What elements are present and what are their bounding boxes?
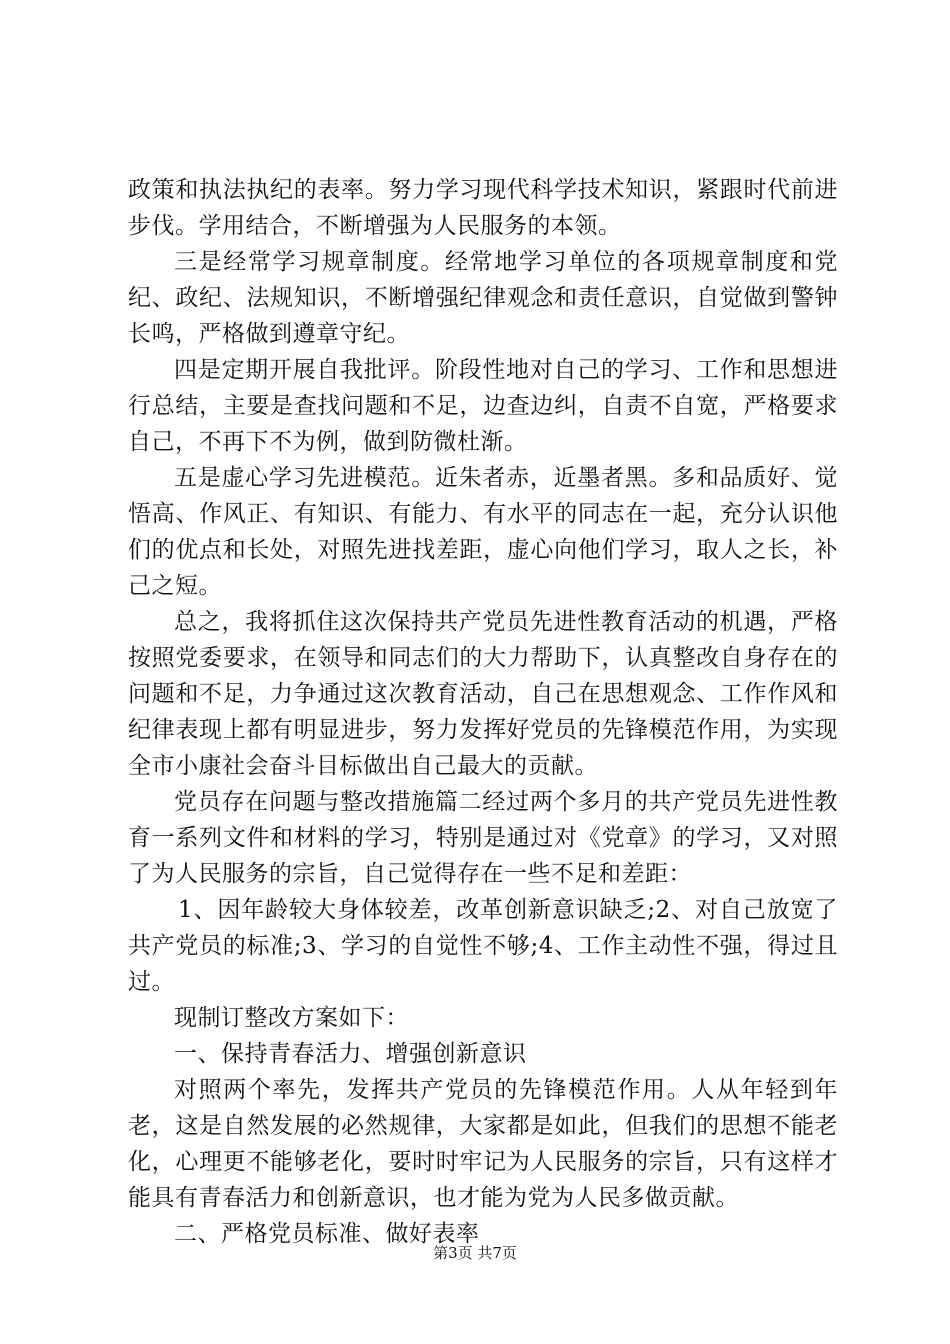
paragraph-summary: 总之，我将抓住这次保持共产党员先进性教育活动的机遇，严格按照党委要求，在领导和同志们的大力帮助下，认真整改自身存在的问题和不足，力争通过这次教育活动，自己在思想观念、工作作风和纪律表现上都有明显进步，努力发挥好党员的先锋模范作用，为实现全市小康社会奋斗目标做出自己最大的贡献。: [128, 609, 838, 779]
heading-item-two: 二、严格党员标准、做好表率: [174, 1221, 480, 1247]
paragraph-rules-study: 三是经常学习规章制度。经常地学习单位的各项规章制度和党纪、政纪、法规知识，不断增强纪律观念和责任意识，自觉做到警钟长鸣，严格做到遵章守纪。: [128, 249, 838, 347]
paragraph-item-one-body: 对照两个率先，发挥共产党员的先锋模范作用。人从年轻到年老，这是自然发展的必然规律，大家都是如此，但我们的思想不能老化，心理更不能够老化，要时时牢记为人民服务的宗旨，只有这样才能具有青春活力和创新意识，也才能为党为人民多做贡献。: [128, 1077, 838, 1211]
paragraph-plan-intro: 现制订整改方案如下：: [174, 1005, 409, 1031]
page-number-footer: 第3页 共7页: [433, 1244, 517, 1262]
paragraph-continuation: 政策和执法执纪的表率。努力学习现代科学技术知识，紧跟时代前进步伐。学用结合，不断增强为人民服务的本领。: [128, 177, 838, 239]
paragraph-self-criticism: 四是定期开展自我批评。阶段性地对自己的学习、工作和思想进行总结，主要是查找问题和不足，边查边纠，自责不自宽，严格要求自己，不再下不为例，做到防微杜渐。: [128, 357, 838, 455]
heading-item-one: 一、保持青春活力、增强创新意识: [174, 1041, 527, 1067]
paragraph-problem-list: 1、因年龄较大身体较差，改革创新意识缺乏;2、对自己放宽了共产党员的标准;3、学习的自觉性不够;4、工作主动性不强，得过且过。: [128, 897, 838, 995]
document-body: [128, 172, 838, 1252]
paragraph-section-two-intro: 党员存在问题与整改措施篇二经过两个多月的共产党员先进性教育一系列文件和材料的学习，特别是通过对《党章》的学习，又对照了为人民服务的宗旨，自己觉得存在一些不足和差距：: [128, 789, 838, 887]
paragraph-learn-models: 五是虚心学习先进模范。近朱者赤，近墨者黑。多和品质好、觉悟高、作风正、有知识、有能力、有水平的同志在一起，充分认识他们的优点和长处，对照先进找差距，虚心向他们学习，取人之长，补己之短。: [128, 465, 838, 599]
